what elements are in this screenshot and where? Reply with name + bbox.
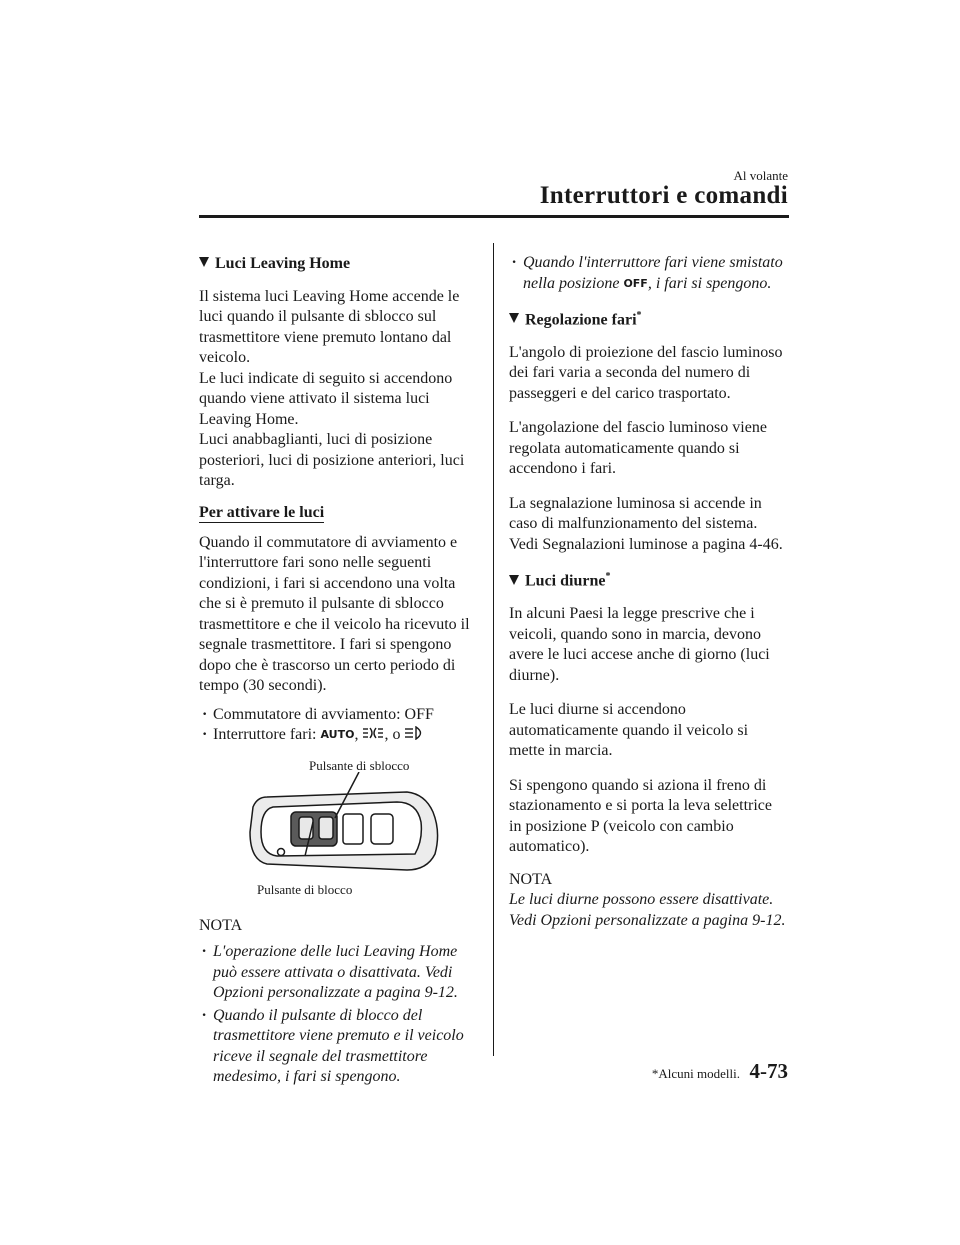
figure-label-lock: Pulsante di blocco <box>257 881 353 897</box>
nota-label: NOTA <box>509 870 553 888</box>
note-item: · Quando l'interruttore fari viene smistato nella posizione OFF, i fari si spengono. <box>509 253 787 294</box>
triangle-bullet-icon <box>509 313 519 323</box>
nota-label: NOTA <box>199 916 243 934</box>
paragraph: Il sistema luci Leaving Home accende le luci quando il pulsante di sblocco sul trasmettitore viene premuto lontano dal veicolo. <box>199 287 460 366</box>
auto-light-icon: AUTO <box>320 728 355 741</box>
bullet-item: · Interruttore fari: AUTO, , o <box>199 725 477 746</box>
subheading-activate: Per attivare le luci <box>199 503 325 521</box>
parking-light-icon <box>362 726 384 740</box>
header-rule <box>199 215 789 218</box>
heading-leaving-home: Luci Leaving Home <box>199 254 477 275</box>
triangle-bullet-icon <box>509 575 519 585</box>
paragraph: La segnalazione luminosa si accende in caso di malfunzionamento del sistema. Vedi Segnalazioni luminose a pagina 4-46. <box>509 494 783 553</box>
heading-luci-diurne: Luci diurne* <box>509 567 787 592</box>
paragraph: L'angolo di proiezione del fascio luminoso dei fari varia a seconda del numero di passeggeri e del carico trasportato. <box>509 343 783 402</box>
page-title: Interruttori e comandi <box>539 182 788 209</box>
note-item: · L'operazione delle luci Leaving Home può essere attivata o disattivata. Vedi Opzioni personalizzate a pagina 9-12. <box>199 942 477 1004</box>
column-divider <box>493 243 494 1056</box>
off-position-icon: OFF <box>623 276 648 290</box>
headlight-icon <box>404 726 426 740</box>
note-text: Le luci diurne possono essere disattivate. Vedi Opzioni personalizzate a pagina 9-12. <box>509 891 786 929</box>
key-fob-illustration <box>247 772 443 884</box>
bullet-item: · Commutatore di avviamento: OFF <box>199 705 477 726</box>
paragraph: L'angolazione del fascio luminoso viene regolata automaticamente quando si accendono i fari. <box>509 419 767 478</box>
key-fob-figure <box>199 750 477 900</box>
figure-label-unlock: Pulsante di sblocco <box>309 757 410 773</box>
left-column <box>199 254 477 1088</box>
paragraph: Quando il commutatore di avviamento e l'interruttore fari sono nelle seguenti condizioni, i fari si accendono una volta che si è premuto il pulsante di sblocco trasmettitore e che il veicolo ha ricevuto il segnale trasmettitore. I fari si spengono dopo che è trascorso un certo periodo di tempo (30 secondi). <box>199 533 470 694</box>
paragraph: Si spengono quando si aziona il freno di stazionamento e si porta la leva selettrice in posizione P (veicolo con cambio automatico). <box>509 776 772 856</box>
paragraph: Le luci diurne si accendono automaticamente quando il veicolo si mette in marcia. <box>509 701 749 760</box>
section-label: Al volante <box>733 168 788 183</box>
right-column <box>509 253 787 931</box>
note-item: · Quando il pulsante di blocco del trasmettitore viene premuto e il veicolo riceve il segnale del trasmettitore medesimo, i fari si spengono. <box>199 1006 477 1088</box>
paragraph: Le luci indicate di seguito si accendono quando viene attivato il sistema luci Leaving Home. <box>199 369 453 428</box>
triangle-bullet-icon <box>199 257 209 267</box>
heading-regolazione-fari: Regolazione fari* <box>509 306 787 331</box>
page-number: 4-73 <box>749 1059 788 1083</box>
paragraph: In alcuni Paesi la legge prescrive che i veicoli, quando sono in marcia, devono avere le luci accese anche di giorno (luci diurne). <box>509 605 770 684</box>
footer-note: *Alcuni modelli. <box>651 1066 740 1081</box>
paragraph: Luci anabbaglianti, luci di posizione posteriori, luci di posizione anteriori, luci targa. <box>199 431 465 489</box>
